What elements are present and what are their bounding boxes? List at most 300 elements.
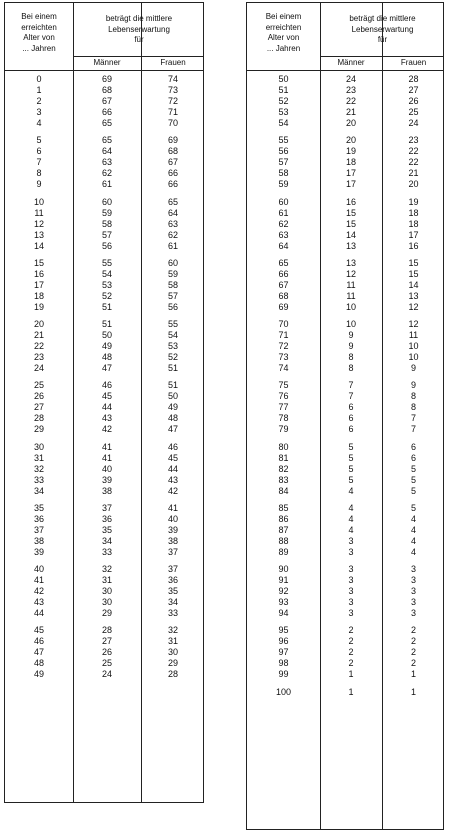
men-cell: 8 [348,363,354,374]
age-cell: 23 [33,352,44,363]
age-cell: 59 [278,179,289,190]
men-cell: 11 [346,290,356,301]
age-cell: 72 [278,341,289,352]
age-cell: 68 [278,290,289,301]
men-cell: 58 [101,218,112,229]
age-cell: 91 [278,575,289,586]
men-cell: 28 [101,625,112,636]
women-cell: 72 [167,96,178,107]
age-cell: 92 [278,586,289,597]
table-row [5,464,203,475]
age-cell: 7 [36,157,42,168]
age-cell: 64 [278,240,289,251]
age-cell: 15 [33,257,44,268]
women-cell: 21 [408,168,419,179]
women-cell: 58 [167,279,178,290]
men-cell: 3 [348,564,354,574]
women-cell: 2 [410,636,416,647]
men-cell: 47 [101,363,112,374]
header-line: Lebenserwartung [351,24,414,34]
table-row [247,319,443,330]
men-cell: 63 [101,157,112,168]
table-row [247,179,443,190]
header-line: beträgt die mittlere [349,14,416,23]
women-cell: 57 [167,290,178,301]
women-cell: 1 [410,686,416,697]
age-cell: 44 [33,608,44,619]
table-row [247,608,443,619]
age-cell: 76 [278,391,289,402]
women-cell: 71 [167,107,178,118]
age-cell: 41 [33,575,44,586]
table-row [247,625,443,636]
men-cell: 49 [101,341,112,352]
age-cell: 50 [278,74,289,84]
men-cell: 41 [101,452,112,463]
table-row [247,424,443,435]
age-cell: 14 [33,240,44,251]
age-cell: 12 [33,218,44,229]
age-cell: 47 [33,647,44,658]
table-row [5,625,203,636]
table-row [247,475,443,486]
men-cell: 10 [345,301,356,312]
table-row [247,363,443,374]
table-row [5,475,203,486]
table-row [5,74,203,85]
table-row [247,525,443,536]
women-cell: 30 [167,647,178,658]
women-cell: 64 [167,207,178,218]
table-row [5,536,203,547]
age-cell: 62 [278,218,289,229]
men-cell: 51 [101,319,112,329]
table-row [247,514,443,525]
age-cell: 77 [278,402,289,413]
women-cell: 6 [410,441,416,452]
age-cell: 98 [278,658,289,669]
age-cell: 42 [33,586,44,597]
header-divider [5,70,203,71]
men-cell: 56 [101,240,112,251]
men-cell: 36 [101,513,112,524]
men-cell: 6 [348,402,354,413]
table-row [247,107,443,118]
men-cell: 68 [101,85,112,96]
table-row [247,536,443,547]
table-row [247,486,443,497]
women-cell: 28 [167,669,178,680]
men-cell: 6 [348,424,354,435]
men-cell: 53 [101,279,112,290]
table-row [247,168,443,179]
men-cell: 4 [348,524,354,535]
table-row [5,341,203,352]
women-cell: 31 [167,636,178,647]
age-cell: 29 [33,424,44,435]
women-cell: 7 [410,424,416,435]
men-cell: 11 [346,279,356,290]
women-cell: 36 [167,575,178,586]
women-cell: 69 [167,135,178,146]
women-cell: 3 [410,608,416,619]
table-row [247,241,443,252]
table-row [5,424,203,435]
age-cell: 6 [36,146,42,157]
age-cell: 87 [278,524,289,535]
men-cell: 46 [101,380,112,391]
men-cell: 32 [101,564,112,574]
men-cell: 2 [348,647,354,658]
table-row [5,118,203,129]
table-row [247,96,443,107]
women-cell: 51 [167,380,178,391]
table-row [247,391,443,402]
age-column-header [247,12,320,54]
table-row [247,413,443,424]
men-cell: 35 [101,524,112,535]
women-cell: 52 [167,352,178,363]
women-cell: 24 [408,118,419,129]
men-cell: 16 [345,196,356,207]
men-cell: 4 [348,513,354,524]
women-cell: 37 [167,546,178,557]
age-cell: 0 [36,74,42,84]
table-row [5,503,203,514]
women-cell: 4 [410,546,416,557]
men-cell: 60 [101,196,112,207]
table-row [5,179,203,190]
header-line: Alter von [23,33,55,43]
women-cell: 18 [408,218,419,229]
header-line: für [377,35,388,45]
men-cell: 15 [345,218,356,229]
age-cell: 74 [278,363,289,374]
men-cell: 4 [348,485,354,496]
age-cell: 85 [278,502,289,513]
men-column-header: Männer [337,58,365,67]
table-row [5,197,203,208]
age-cell: 2 [36,96,42,107]
men-cell: 1 [348,686,354,697]
women-cell: 38 [167,535,178,546]
men-cell: 3 [348,586,354,597]
women-cell: 50 [167,391,178,402]
table-row [5,564,203,575]
men-cell: 69 [101,74,112,84]
table-row [247,341,443,352]
men-cell: 30 [101,597,112,608]
table-row [5,525,203,536]
women-cell: 47 [167,424,178,435]
age-cell: 48 [33,658,44,669]
table-row [247,564,443,575]
men-cell: 33 [101,546,112,557]
age-cell: 66 [278,268,289,279]
women-column-header: Frauen [160,58,186,67]
women-cell: 20 [408,179,419,190]
age-cell: 95 [278,625,289,636]
age-cell: 55 [278,135,289,146]
women-cell: 55 [167,319,178,329]
men-cell: 20 [345,118,356,129]
age-cell: 26 [33,391,44,402]
women-cell: 53 [167,341,178,352]
table-row [247,219,443,230]
women-cell: 16 [408,240,419,251]
table-row [5,107,203,118]
age-cell: 37 [33,524,44,535]
age-cell: 3 [36,107,42,118]
age-cell: 9 [36,179,42,190]
men-cell: 62 [101,168,112,179]
men-cell: 13 [345,240,356,251]
table-row [247,547,443,558]
age-cell: 13 [33,229,44,240]
table-row [247,687,443,698]
women-cell: 8 [410,402,416,413]
women-cell: 14 [408,279,419,290]
women-cell: 73 [167,85,178,96]
age-cell: 63 [278,229,289,240]
women-cell: 27 [408,85,419,96]
table-row [247,597,443,608]
table-row [5,658,203,669]
subheader-divider [320,56,443,57]
women-cell: 4 [410,535,416,546]
header-line: ... Jahren [266,43,301,53]
men-cell: 6 [348,413,354,424]
table-row [5,146,203,157]
age-cell: 38 [33,535,44,546]
women-cell: 46 [167,441,178,452]
age-cell: 33 [33,474,44,485]
men-cell: 43 [101,413,112,424]
women-cell: 40 [167,513,178,524]
header-line: beträgt die mittlere [105,14,173,23]
table-row [5,269,203,280]
age-cell: 17 [33,279,44,290]
table-row [247,157,443,168]
women-cell: 10 [408,341,419,352]
men-cell: 61 [101,179,112,190]
table-row [247,352,443,363]
men-cell: 10 [345,319,356,329]
table-row [247,669,443,680]
men-cell: 2 [348,658,354,669]
expectancy-column-header [73,14,205,46]
table-row [5,453,203,464]
men-cell: 5 [348,463,354,474]
women-cell: 18 [408,207,419,218]
age-cell: 52 [278,96,289,107]
women-cell: 3 [410,564,416,574]
table-row [5,230,203,241]
men-cell: 55 [101,257,112,268]
table-row [247,258,443,269]
age-cell: 30 [33,441,44,452]
women-cell: 51 [167,363,178,374]
men-cell: 7 [348,380,354,391]
age-cell: 89 [278,546,289,557]
age-cell: 35 [33,502,44,513]
header-line: erreichten [21,22,57,32]
age-column-header [5,12,73,54]
women-cell: 32 [167,625,178,636]
age-cell: 1 [36,85,42,96]
header-line: Bei einem [265,12,302,21]
table-row [247,85,443,96]
women-cell: 5 [410,474,416,485]
women-cell: 48 [167,413,178,424]
age-cell: 71 [278,330,289,341]
table-row [5,514,203,525]
age-cell: 83 [278,474,289,485]
women-cell: 12 [408,301,419,312]
men-cell: 50 [101,330,112,341]
table-row [247,586,443,597]
table-row [5,157,203,168]
men-cell: 4 [348,502,354,513]
expectancy-column-header [320,14,445,46]
table-row [5,280,203,291]
women-cell: 1 [410,669,416,680]
men-cell: 27 [101,636,112,647]
women-cell: 9 [410,363,416,374]
women-cell: 25 [408,107,419,118]
age-cell: 58 [278,168,289,179]
age-cell: 27 [33,402,44,413]
men-cell: 9 [348,341,354,352]
women-cell: 12 [408,319,419,329]
men-cell: 14 [345,229,356,240]
men-cell: 41 [101,441,112,452]
women-cell: 13 [408,290,419,301]
men-cell: 67 [101,96,112,107]
women-cell: 23 [408,135,419,146]
women-cell: 44 [167,463,178,474]
women-cell: 10 [408,352,419,363]
men-cell: 65 [101,135,112,146]
women-cell: 5 [410,463,416,474]
table-row [5,219,203,230]
table-row [247,146,443,157]
age-cell: 4 [36,118,42,129]
men-cell: 22 [345,96,356,107]
age-cell: 80 [278,441,289,452]
women-cell: 3 [410,575,416,586]
men-cell: 51 [101,301,112,312]
men-cell: 7 [348,391,354,402]
age-cell: 90 [278,564,289,574]
men-cell: 38 [101,485,112,496]
men-cell: 8 [348,352,354,363]
table-row [5,391,203,402]
age-cell: 82 [278,463,289,474]
age-cell: 46 [33,636,44,647]
table-row [247,453,443,464]
age-cell: 18 [33,290,44,301]
women-cell: 19 [408,196,419,207]
table-row [247,647,443,658]
table-row [5,319,203,330]
table-row [5,85,203,96]
age-cell: 22 [33,341,44,352]
women-cell: 29 [167,658,178,669]
men-cell: 9 [348,330,354,341]
men-column-header: Männer [93,58,121,67]
women-cell: 2 [410,625,416,636]
women-cell: 66 [167,168,178,179]
age-cell: 32 [33,463,44,474]
age-cell: 51 [278,85,289,96]
header-divider [247,70,443,71]
table-row [5,330,203,341]
life-expectancy-table-left [4,2,204,803]
men-cell: 18 [345,157,356,168]
women-cell: 68 [167,146,178,157]
table-row [247,402,443,413]
men-cell: 3 [348,597,354,608]
women-cell: 4 [410,513,416,524]
age-cell: 54 [278,118,289,129]
age-cell: 11 [34,207,44,218]
women-cell: 65 [167,196,178,207]
women-cell: 3 [410,597,416,608]
women-cell: 15 [408,268,419,279]
women-cell: 45 [167,452,178,463]
age-cell: 16 [33,268,44,279]
age-cell: 60 [278,196,289,207]
table-row [5,135,203,146]
men-cell: 24 [101,669,112,680]
men-cell: 15 [345,207,356,218]
age-cell: 69 [278,301,289,312]
men-cell: 59 [101,207,112,218]
men-cell: 34 [101,535,112,546]
table-row [247,269,443,280]
age-cell: 24 [33,363,44,374]
age-cell: 20 [33,319,44,329]
table-row [247,442,443,453]
table-row [5,575,203,586]
women-cell: 17 [408,229,419,240]
table-row [5,352,203,363]
men-cell: 66 [101,107,112,118]
header-line: ... Jahren [22,43,56,53]
men-cell: 2 [348,636,354,647]
table-row [5,413,203,424]
women-cell: 3 [410,586,416,597]
men-cell: 5 [348,452,354,463]
men-cell: 20 [345,135,356,146]
age-cell: 99 [278,669,289,680]
table-row [5,402,203,413]
men-cell: 1 [348,669,354,680]
men-cell: 2 [348,625,354,636]
table-row [5,608,203,619]
age-cell: 8 [36,168,42,179]
age-cell: 88 [278,535,289,546]
men-cell: 21 [345,107,356,118]
women-cell: 28 [408,74,419,84]
table-row [5,547,203,558]
age-cell: 57 [278,157,289,168]
women-cell: 39 [167,524,178,535]
age-cell: 34 [33,485,44,496]
women-cell: 67 [167,157,178,168]
women-cell: 62 [167,229,178,240]
